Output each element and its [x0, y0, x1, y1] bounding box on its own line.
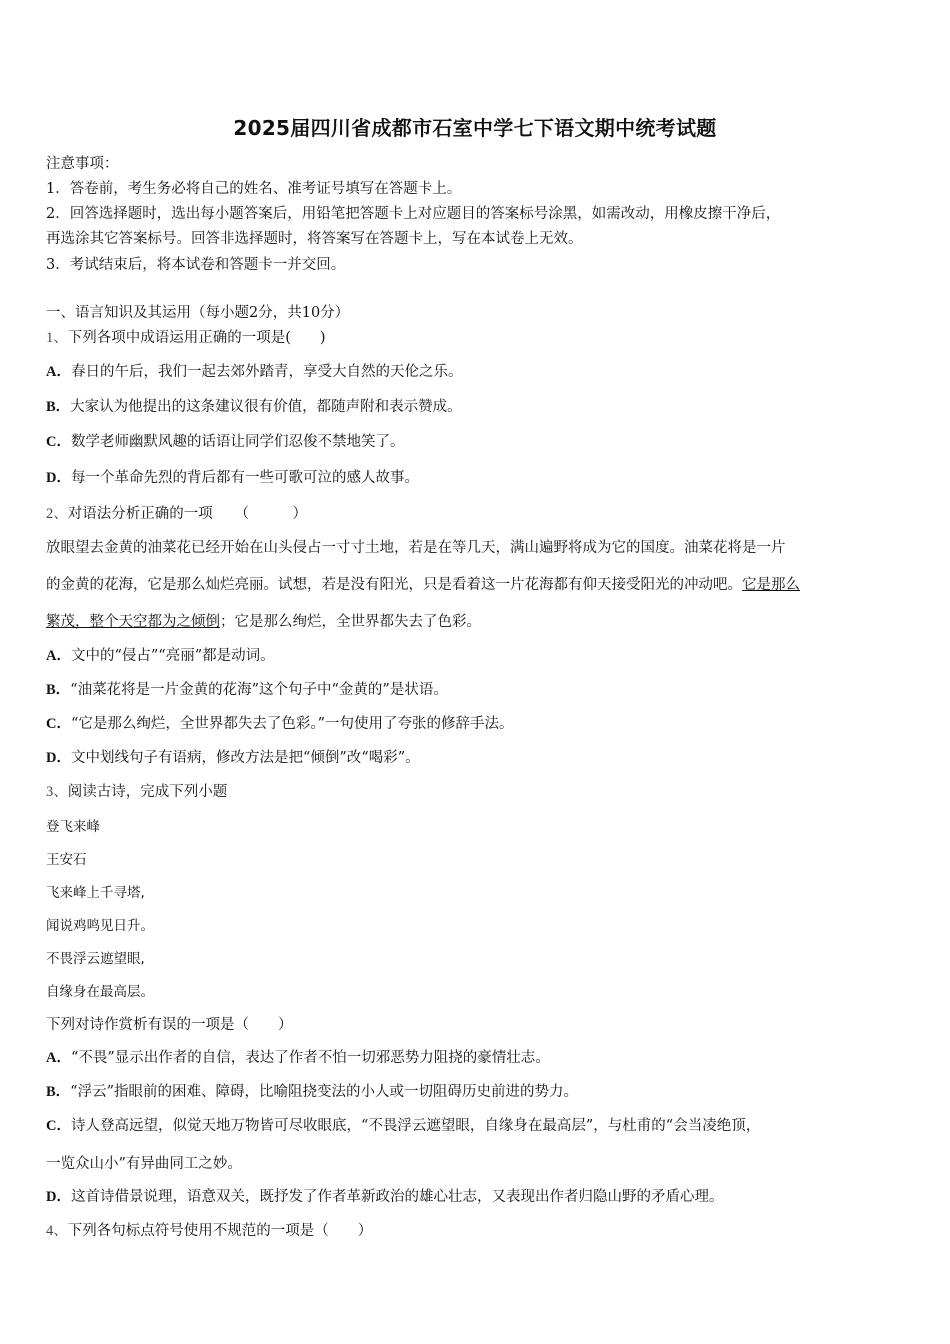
q3-option-c-cont: [46, 1152, 242, 1173]
q3-option-c: [46, 1114, 760, 1135]
page-title: 2025届四川省成都市石室中学七下语文期中统考试题: [233, 116, 717, 140]
option-text: 数学老师幽默风趣的话语让同学们忍俊不禁地笑了。: [70, 434, 405, 450]
option-text: “它是那么绚烂，全世界都失去了色彩。”一句使用了夸张的修辞手法。: [70, 716, 514, 732]
option-text: 一览众山小”有异曲同工之妙。: [46, 1156, 242, 1172]
passage-text: 的金黄的花海，它是那么灿烂亮丽。试想，若是没有阳光，只是看着这一片花海都有仰天接受阳光的冲动吧。: [46, 577, 742, 593]
option-letter: C．: [46, 1118, 71, 1134]
option-text: 春日的午后，我们一起去郊外踏青，享受大自然的天伦之乐。: [70, 364, 463, 380]
option-text: 文中的“侵占”“亮丽”都是动词。: [70, 648, 275, 664]
option-text: “油菜花将是一片金黄的花海”这个句子中“金黄的”是状语。: [70, 682, 448, 698]
q3-option-d: [46, 1185, 723, 1206]
q2-option-d: [46, 746, 420, 767]
q3-option-a: [46, 1046, 550, 1067]
q3-option-b: [46, 1080, 578, 1101]
q1-option-c: [46, 430, 404, 451]
option-text: “浮云”指眼前的困难、障碍，比喻阻挠变法的小人或一切阻碍历史前进的势力。: [70, 1084, 578, 1100]
q2-option-c: [46, 712, 514, 733]
question-2: [46, 502, 307, 523]
question-4: [46, 1219, 372, 1240]
poem-line-1: 飞来峰上千寻塔,: [46, 885, 145, 901]
question-1: [46, 326, 326, 347]
poem-line-2: 闻说鸡鸣见日升。: [46, 918, 154, 934]
question-number: 3、: [46, 784, 68, 800]
option-letter: D．: [46, 470, 71, 486]
option-text: “不畏”显示出作者的自信，表达了作者不怕一切邪恶势力阻挠的豪情壮志。: [70, 1050, 550, 1066]
option-letter: D．: [46, 1189, 71, 1205]
q2-option-a: [46, 644, 275, 665]
notice-item-1: 1．答卷前，考生务必将自己的姓名、准考证号填写在答题卡上。: [46, 181, 462, 197]
notice-item-2-cont: 再选涂其它答案标号。回答非选择题时，将答案写在答题卡上，写在本试卷上无效。: [46, 231, 583, 247]
q3-sub-stem: 下列对诗作赏析有误的一项是（ ）: [46, 1017, 293, 1033]
question-stem: 对语法分析正确的一项 （ ）: [67, 506, 307, 522]
q1-option-b: [46, 395, 462, 416]
option-text: 这首诗借景说理，语意双关，既抒发了作者革新政治的雄心壮志，又表现出作者归隐山野的矛盾心理。: [70, 1189, 724, 1205]
question-stem: 下列各项中成语运用正确的一项是( ): [67, 330, 326, 346]
q2-passage-line-3: [46, 610, 481, 631]
notice-item-2: 2．回答选择题时，选出每小题答案后，用铅笔把答题卡上对应题目的答案标号涂黑，如需改动，用橡皮擦干净后，: [46, 206, 781, 222]
option-letter: B．: [46, 682, 71, 698]
section-heading: 一、语言知识及其运用（每小题2分，共10分）: [46, 305, 350, 321]
q1-option-d: [46, 466, 419, 487]
q2-passage-line-1: 放眼望去金黄的油菜花已经开始在山头侵占一寸寸土地，若是在等几天，满山遍野将成为它的国度。油菜花将是一片: [46, 540, 786, 556]
option-text: 诗人登高远望，似觉天地万物皆可尽收眼底，“不畏浮云遮望眼，自缘身在最高层”，与杜甫的“会当凌绝顶，: [70, 1118, 761, 1134]
poem-title: 登飞来峰: [46, 819, 100, 835]
question-number: 1、: [46, 330, 68, 346]
poem-line-3: 不畏浮云遮望眼,: [46, 951, 145, 967]
question-number: 4、: [46, 1223, 68, 1239]
question-number: 2、: [46, 506, 68, 522]
notice-heading: 注意事项：: [46, 156, 119, 172]
q2-option-b: [46, 678, 448, 699]
question-stem: 阅读古诗，完成下列小题: [67, 784, 228, 800]
question-stem: 下列各句标点符号使用不规范的一项是（ ）: [67, 1223, 373, 1239]
poem-author: 王安石: [46, 852, 87, 868]
option-letter: D．: [46, 750, 71, 766]
option-letter: A．: [46, 364, 71, 380]
option-letter: C．: [46, 434, 71, 450]
q1-option-a: [46, 360, 462, 381]
passage-text: ；它是那么绚烂，全世界都失去了色彩。: [220, 614, 481, 630]
notice-item-3: 3．考试结束后，将本试卷和答题卡一并交回。: [46, 257, 346, 273]
option-letter: B．: [46, 1084, 71, 1100]
option-text: 大家认为他提出的这条建议很有价值，都随声附和表示赞成。: [70, 399, 462, 415]
question-3: [46, 780, 227, 801]
q2-passage-line-2: [46, 573, 800, 594]
option-letter: C．: [46, 716, 71, 732]
poem-line-4: 自缘身在最高层。: [46, 984, 154, 1000]
option-letter: A．: [46, 648, 71, 664]
option-text: 文中划线句子有语病，修改方法是把“倾倒”改“喝彩”。: [70, 750, 420, 766]
option-letter: A．: [46, 1050, 71, 1066]
option-text: 每一个革命先烈的背后都有一些可歌可泣的感人故事。: [70, 470, 419, 486]
underlined-sentence: 繁茂，整个天空都为之倾倒: [46, 614, 220, 630]
option-letter: B．: [46, 399, 71, 415]
underlined-sentence: 它是那么: [742, 577, 800, 593]
